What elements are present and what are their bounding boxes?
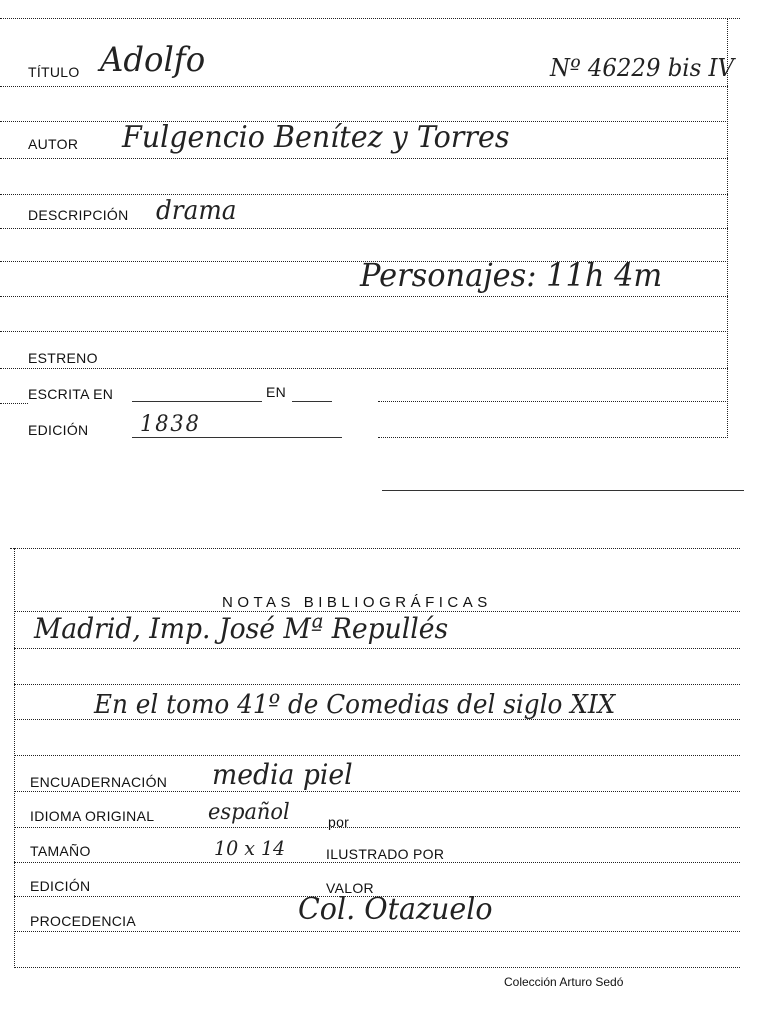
rule-en-blank: [292, 401, 332, 402]
call-number: Nº 46229 bis IV: [550, 54, 735, 82]
scan-artifact: [340, 395, 378, 443]
rule-note-blank: [14, 684, 740, 685]
rule-bottom: [14, 967, 740, 968]
estreno-label: ESTRENO: [28, 350, 98, 366]
escrita-label: ESCRITA EN: [28, 386, 114, 402]
collection-footer: Colección Arturo Sedó: [504, 975, 624, 989]
personajes-value: Personajes: 11h 4m: [360, 256, 663, 294]
rule-personajes: [0, 296, 728, 297]
rule-blank-2: [0, 194, 728, 195]
descripcion-value: drama: [156, 196, 237, 226]
tamano-value: 10 x 14: [214, 836, 286, 860]
rule-procedencia: [14, 931, 740, 932]
encuadernacion-value: media piel: [212, 758, 353, 791]
edicion-value: 1838: [140, 412, 201, 437]
autor-value: Fulgencio Benítez y Torres: [122, 120, 510, 155]
rule-edicion-blank: [132, 437, 342, 438]
autor-label: AUTOR: [28, 136, 79, 152]
notas-heading: NOTAS BIBLIOGRÁFICAS: [222, 594, 492, 611]
idioma-value: español: [208, 800, 290, 825]
en-label: EN: [266, 384, 287, 400]
tamano-label: TAMAÑO: [30, 843, 91, 859]
rule-tamano: [14, 862, 740, 863]
procedencia-value: Col. Otazuelo: [298, 892, 493, 927]
titulo-label: TÍTULO: [28, 64, 80, 80]
rule-note-blank-2: [14, 755, 740, 756]
edicion2-label: EDICIÓN: [30, 878, 91, 894]
ilustrado-label: ILUSTRADO POR: [326, 846, 445, 862]
rule-descripcion: [0, 228, 728, 229]
edicion-label: EDICIÓN: [28, 422, 89, 438]
rule-idioma: [14, 827, 740, 828]
note-line-1: Madrid, Imp. José Mª Repullés: [34, 612, 449, 645]
encuadernacion-label: ENCUADERNACIÓN: [30, 774, 168, 790]
rule-estreno: [0, 368, 728, 369]
valor-label: VALOR: [326, 880, 374, 896]
rule-note-2: [14, 719, 740, 720]
titulo-value: Adolfo: [100, 40, 206, 80]
rule-blank-4: [0, 331, 728, 332]
card-bottom-border: [382, 490, 744, 491]
rule-autor: [0, 158, 728, 159]
rule-edicion-right: [378, 437, 728, 438]
card2-top-border: [10, 548, 740, 549]
note-line-2: En el tomo 41º de Comedias del siglo XIX: [94, 690, 616, 720]
descripcion-label: DESCRIPCIÓN: [28, 207, 129, 223]
rule-encuadernacion: [14, 791, 740, 792]
por-label: por: [328, 814, 350, 830]
rule-titulo: [0, 86, 728, 87]
rule-escrita-right: [378, 401, 728, 402]
card-top-border: [0, 18, 740, 19]
rule-escrita-blank: [132, 401, 262, 402]
rule-note-1: [14, 648, 740, 649]
rule-escrita-left: [0, 403, 28, 404]
idioma-label: IDIOMA ORIGINAL: [30, 808, 155, 824]
procedencia-label: PROCEDENCIA: [30, 913, 136, 929]
